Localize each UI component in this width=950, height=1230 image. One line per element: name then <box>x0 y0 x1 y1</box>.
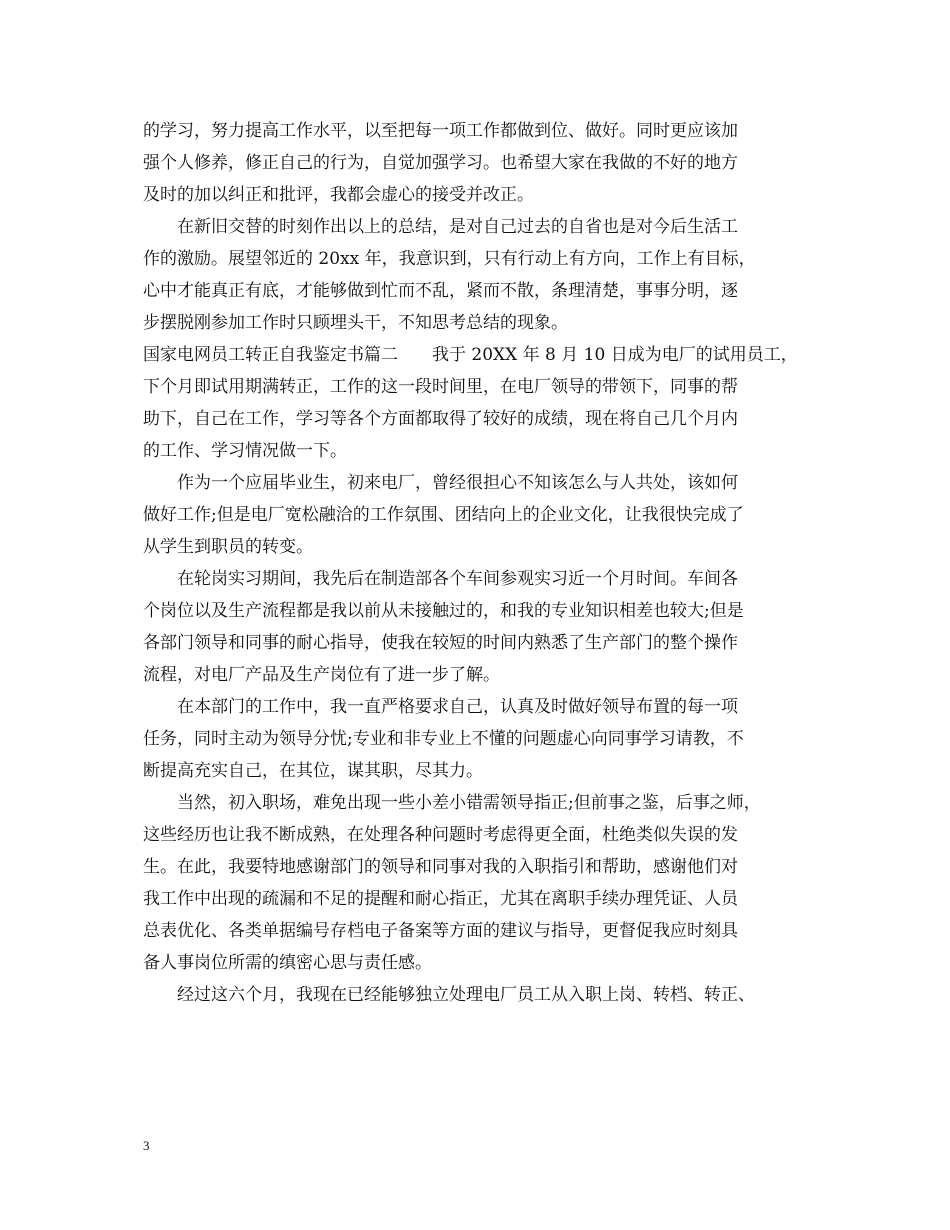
text-line: 作为一个应届毕业生，初来电厂，曾经很担心不知该怎么与人共处，该如何 <box>143 473 738 493</box>
text-line: 步摆脱刚参加工作时只顾埋头干，不知思考总结的现象。 <box>143 313 568 333</box>
text-line: 在本部门的工作中，我一直严格要求自己，认真及时做好领导布置的每一项 <box>143 697 738 717</box>
text-line: 在新旧交替的时刻作出以上的总结，是对自己过去的自省也是对今后生活工 <box>143 217 738 237</box>
text-line: 做好工作;但是电厂宽松融洽的工作氛围、团结向上的企业文化，让我很快完成了 <box>143 505 744 525</box>
document-body <box>143 115 819 1011</box>
text-line: 助下，自己在工作，学习等各个方面都取得了较好的成绩，现在将自己几个月内 <box>143 409 738 429</box>
page-number: 3 <box>143 1138 150 1153</box>
text-line: 心中才能真正有底，才能够做到忙而不乱，紧而不散，条理清楚，事事分明，逐 <box>143 281 738 301</box>
text-line: 流程，对电厂产品及生产岗位有了进一步了解。 <box>143 665 500 685</box>
text-line: 断提高充实自己，在其位，谋其职，尽其力。 <box>143 761 483 781</box>
text-line: 各部门领导和同事的耐心指导，使我在较短的时间内熟悉了生产部门的整个操作 <box>143 633 738 653</box>
text-line: 当然，初入职场，难免出现一些小差小错需领导指正;但前事之鉴，后事之师， <box>143 793 761 813</box>
text-line: 作的激励。展望邻近的 20xx 年，我意识到，只有行动上有方向，工作上有目标， <box>143 249 756 269</box>
text-line: 下个月即试用期满转正，工作的这一段时间里，在电厂领导的带领下，同事的帮 <box>143 377 738 397</box>
text-line: 个岗位以及生产流程都是我以前从未接触过的，和我的专业知识相差也较大;但是 <box>143 601 744 621</box>
text-line: 这些经历也让我不断成熟，在处理各种问题时考虑得更全面，杜绝类似失误的发 <box>143 825 738 845</box>
text-line: 的学习，努力提高工作水平，以至把每一项工作都做到位、做好。同时更应该加 <box>143 121 738 141</box>
text-line: 从学生到职员的转变。 <box>143 537 313 557</box>
text-line: 在轮岗实习期间，我先后在制造部各个车间参观实习近一个月时间。车间各 <box>143 569 738 589</box>
text-line: 及时的加以纠正和批评，我都会虚心的接受并改正。 <box>143 185 534 205</box>
text-line: 我工作中出现的疏漏和不足的提醒和耐心指正，尤其在离职手续办理凭证、人员 <box>143 889 738 909</box>
text-line: 强个人修养，修正自己的行为，自觉加强学习。也希望大家在我做的不好的地方 <box>143 153 738 173</box>
text-line: 的工作、学习情况做一下。 <box>143 441 347 461</box>
text-line: 国家电网员工转正自我鉴定书篇二 我于 20XX 年 8 月 10 日成为电厂的试用员工， <box>143 345 798 365</box>
text-line: 生。在此，我要特地感谢部门的领导和同事对我的入职指引和帮助，感谢他们对 <box>143 857 738 877</box>
text-line: 任务，同时主动为领导分忧;专业和非专业上不懂的问题虚心向同事学习请教，不 <box>143 729 744 749</box>
text-line: 总表优化、各类单据编号存档电子备案等方面的建议与指导，更督促我应时刻具 <box>143 921 738 941</box>
text-line: 经过这六个月，我现在已经能够独立处理电厂员工从入职上岗、转档、转正、 <box>143 985 755 1005</box>
text-line: 备人事岗位所需的缜密心思与责任感。 <box>143 953 432 973</box>
